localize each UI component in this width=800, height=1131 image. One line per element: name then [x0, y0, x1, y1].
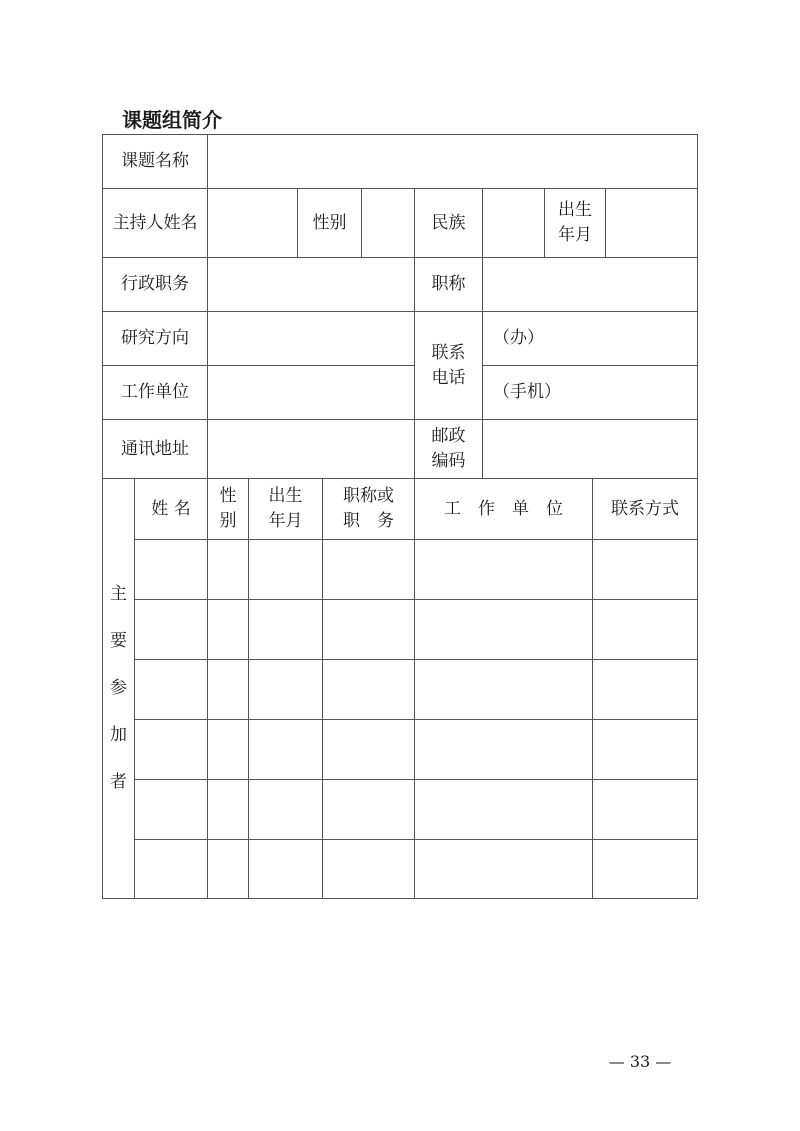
mobile-phone-label: （手机）	[493, 382, 561, 402]
admin-position-field[interactable]	[208, 258, 414, 311]
form-title: 课题组简介	[122, 108, 222, 132]
office-phone-field[interactable]	[493, 312, 693, 365]
address-label: 通讯地址	[121, 438, 189, 459]
admin-position-label: 行政职务	[121, 274, 189, 294]
title-rank-label: 职称	[431, 274, 466, 294]
side-char: 参	[110, 678, 127, 698]
research-direction-field[interactable]	[208, 312, 414, 365]
contact-phone-label	[415, 312, 482, 419]
header-gender-line2: 别	[219, 511, 237, 531]
table-row[interactable]	[135, 600, 697, 659]
research-direction-label: 研究方向	[121, 328, 189, 348]
side-char: 加	[110, 725, 127, 745]
header-unit: 工 作 单 位	[444, 498, 563, 519]
table-row[interactable]	[135, 840, 697, 898]
page-number: — 33 —	[608, 1052, 672, 1071]
header-birth-line1: 出生	[268, 486, 303, 506]
birth-label	[545, 189, 605, 257]
header-title	[323, 479, 414, 539]
header-title-line1: 职称或	[343, 486, 394, 506]
postal-code-field[interactable]	[483, 420, 697, 478]
host-name-label: 主持人姓名	[112, 212, 198, 233]
postal-code-label	[415, 420, 482, 478]
gender-label: 性别	[312, 212, 347, 233]
contact-phone-line1: 联系	[431, 342, 466, 363]
gender-field[interactable]	[362, 189, 414, 257]
side-char: 者	[110, 772, 127, 792]
participants-side-label	[103, 479, 134, 898]
title-rank-field[interactable]	[483, 258, 697, 311]
side-char: 主	[110, 584, 127, 604]
office-phone-label: （办）	[493, 328, 544, 348]
header-birth	[249, 479, 322, 539]
header-contact: 联系方式	[611, 498, 679, 519]
work-unit-field[interactable]	[208, 366, 414, 419]
table-row[interactable]	[135, 660, 697, 719]
ethnicity-label: 民族	[431, 212, 466, 233]
birth-label-line1: 出生	[558, 200, 592, 220]
header-gender	[208, 479, 248, 539]
table-row[interactable]	[135, 540, 697, 599]
header-name: 姓 名	[151, 498, 191, 519]
birth-label-line2: 年月	[558, 225, 592, 245]
header-gender-line1: 性	[219, 486, 237, 506]
postal-code-line1: 邮政	[431, 426, 466, 446]
side-char: 要	[110, 631, 127, 651]
topic-name-field[interactable]	[208, 135, 697, 188]
header-birth-line2: 年月	[268, 511, 303, 531]
mobile-phone-field[interactable]	[493, 366, 693, 419]
table-row[interactable]	[135, 780, 697, 839]
topic-name-label: 课题名称	[121, 151, 189, 171]
birth-field[interactable]	[606, 189, 697, 257]
host-name-field[interactable]	[208, 189, 297, 257]
address-field[interactable]	[208, 420, 414, 478]
header-title-line2: 职 务	[343, 511, 394, 531]
work-unit-label: 工作单位	[121, 382, 189, 402]
table-row[interactable]	[135, 720, 697, 779]
contact-phone-line2: 电话	[431, 367, 466, 388]
ethnicity-field[interactable]	[483, 189, 544, 257]
postal-code-line2: 编码	[431, 451, 466, 471]
